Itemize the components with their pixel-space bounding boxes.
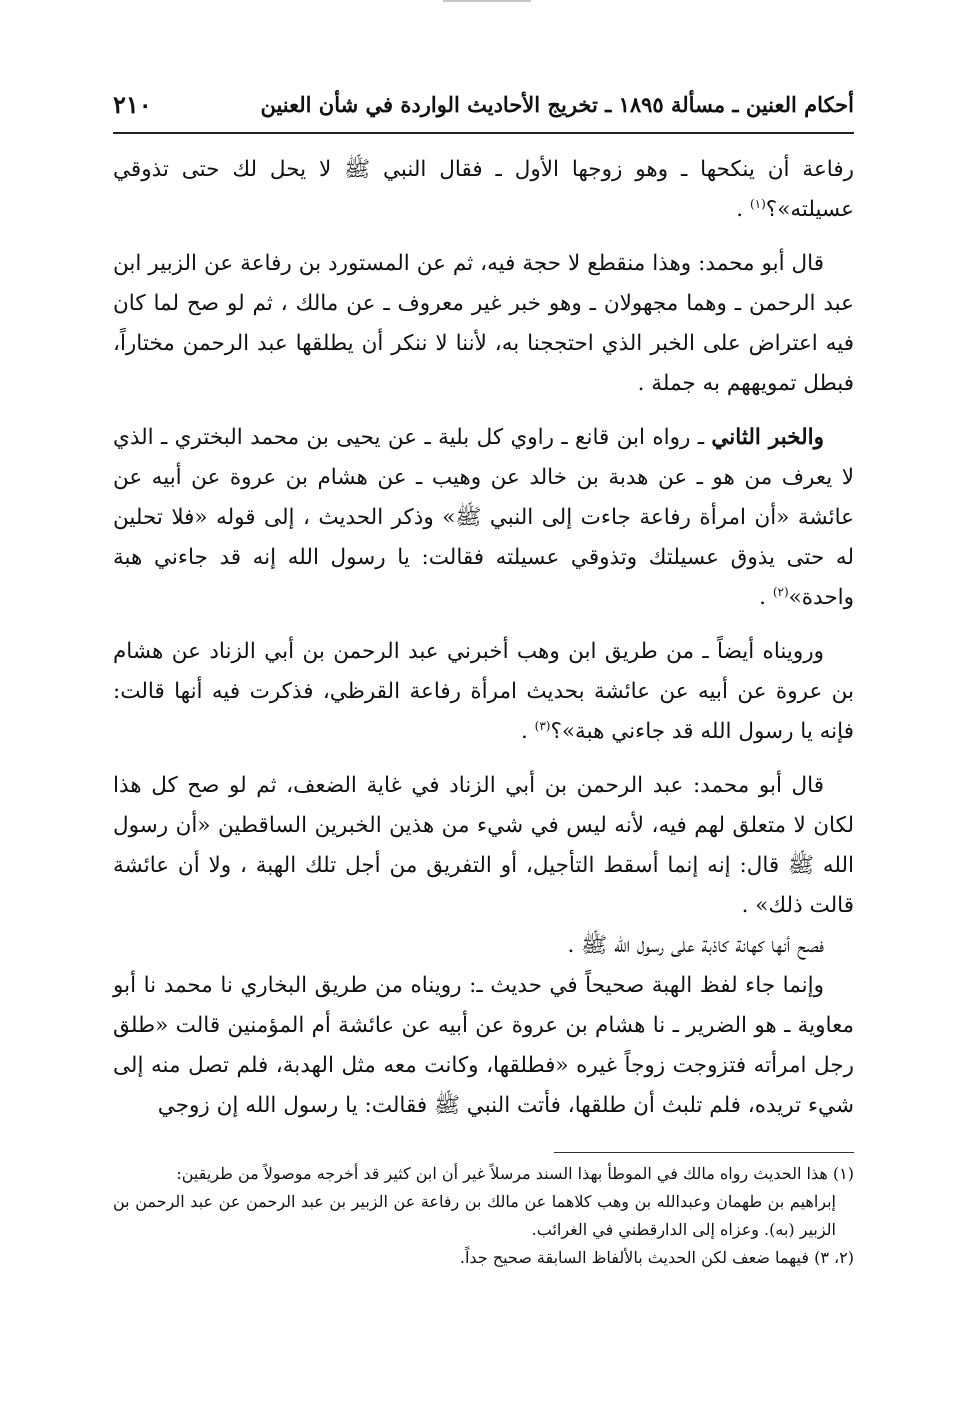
footnote-divider [554, 1152, 854, 1153]
page-number: ٢١٠ [113, 89, 152, 119]
footnote-2: (٢، ٣) فيهما ضعف لكن الحديث بالألفاظ السابقة صحيح جداً. [459, 1248, 854, 1267]
footnote-ref-3: (٣) [534, 718, 551, 733]
paragraph-3 [113, 418, 854, 618]
paragraph-6: فصح أنها كهانة كاذبة على رسول الله ﷺ . [567, 933, 824, 958]
paragraph-3-lead: والخبر الثاني [711, 425, 824, 450]
paragraph-7: وإنما جاء لفظ الهبة صحيحاً في حديث ـ: رويناه من طريق البخاري نا محمد نا أبو معاوية ـ هو الضرير ـ نا هشام بن عروة عن أبيه عن عائشة أم المؤمنين قالت «طلق رجل امرأته فتزوجت زوجاً غيره «فطلقها، وكانت معه مثل الهدبة، فلم تصل منه إلى شيء تريده، فلم تلبث أن طلقها، فأتت النبي ﷺ فقالت: يا رسول الله إن زوجي [113, 973, 854, 1118]
paragraph-4-end: . [520, 719, 535, 744]
running-header [113, 86, 854, 122]
footnote-1-line-1: (١) هذا الحديث رواه مالك في الموطأ بهذا السند مرسلاً غير أن ابن كثير قد أخرجه موصولاً من طريقين: [176, 1164, 854, 1183]
paragraph-1-end: . [736, 197, 750, 222]
scan-edge-mark [443, 0, 531, 2]
paragraph-5: قال أبو محمد: عبد الرحمن بن أبي الزناد في غاية الضعف، ثم لو صح كل هذا لكان لا متعلق لهم فيه، لأنه ليس في شيء من هذين الخبرين الساقطين «أن رسول الله ﷺ قال: إنه إنما أسقط التأجيل، أو التفريق من أجل تلك الهبة ، ولا أن عائشة قالت ذلك» . [113, 773, 854, 918]
footnote-ref-2: (٢) [772, 584, 789, 599]
paragraph-1 [113, 150, 854, 230]
header-divider [113, 132, 854, 134]
paragraph-2: قال أبو محمد: وهذا منقطع لا حجة فيه، ثم عن المستورد بن رفاعة عن الزبير ابن عبد الرحمن ـ وهما مجهولان ـ وهو خبر غير معروف ـ عن مالك ، ثم لو صح لما كان فيه اعتراض على الخبر الذي احتججنا به، لأننا لا ننكر أن يطلقها عبد الرحمن مختاراً، فبطل تمويههم به جملة . [113, 251, 854, 396]
paragraph-4-text: ورويناه أيضاً ـ من طريق ابن وهب أخبرني عبد الرحمن بن أبي الزناد عن هشام بن عروة عن أبيه عن عائشة بحديث امرأة رفاعة القرظي، فذكرت فيه أنها قالت: فإنه يا رسول الله قد جاءني هبة»؟ [113, 639, 854, 744]
main-text [113, 150, 854, 1126]
footnote-1-line-2: إبراهيم بن طهمان وعبدالله بن وهب كلاهما عن مالك بن رفاعة عن الزبير بن عبد الرحمن عن عبد الرحمن بن الزبير (به). وعزاه إلى الدارقطني في الغرائب. [113, 1192, 836, 1239]
paragraph-3-end: . [759, 585, 773, 610]
footnotes [113, 1160, 854, 1272]
footnote-ref-1: (١) [749, 196, 766, 211]
running-title: أحكام العنين ـ مسألة ١٨٩٥ ـ تخريج الأحاديث الواردة في شأن العنين [260, 91, 854, 117]
paragraph-3-text: ـ رواه ابن قانع ـ راوي كل بلية ـ عن يحيى بن محمد البختري ـ الذي لا يعرف من هو ـ عن هدبة بن خالد عن وهيب ـ عن هشام بن عروة عن أبيه عن عائشة «أن امرأة رفاعة جاءت إلى النبي ﷺ» وذكر الحديث ، إلى قوله «فلا تحلين له حتى يذوق عسيلتك وتذوقي عسيلته فقالت: يا رسول الله إنه قد جاءني هبة واحدة» [113, 425, 854, 610]
paragraph-1-text: رفاعة أن ينكحها ـ وهو زوجها الأول ـ فقال النبي ﷺ لا يحل لك حتى تذوقي عسيلته»؟ [113, 157, 854, 222]
paragraph-4 [113, 632, 854, 752]
